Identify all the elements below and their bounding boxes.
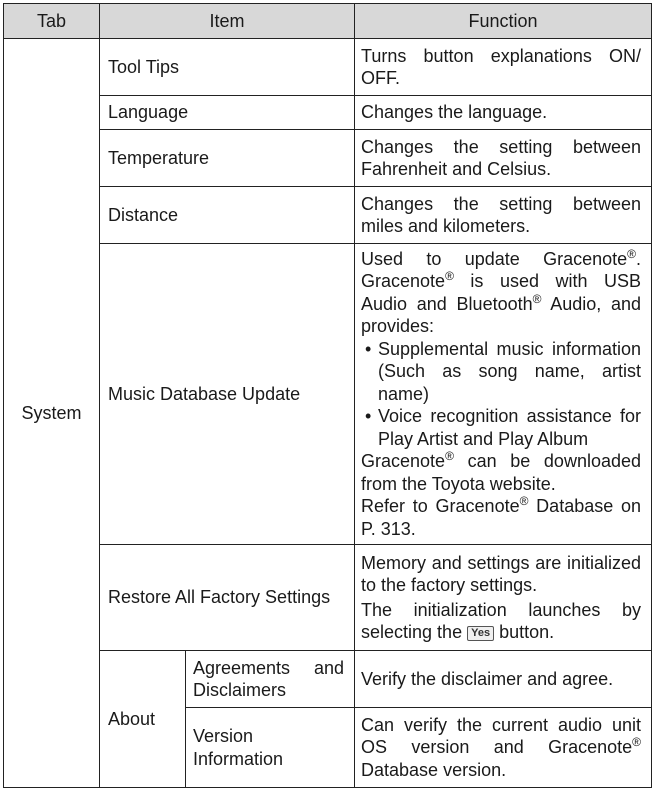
item-distance: Distance [100,187,355,244]
item-version-information: Version Information [186,708,355,788]
tab-system: System [4,39,100,788]
table-row [4,96,652,130]
music-db-text-1: Used to update Gracenote®. Gracenote® is used with USB Audio and Bluetooth® Audio, and provides: [361,246,642,337]
item-temperature: Temperature [100,130,355,187]
list-item: • Supplemental music information (Such as song name, artist name) [365,338,642,404]
restore-text-1: Memory and settings are initialized to the factory settings. [361,552,642,595]
item-language: Language [100,96,355,130]
function-restore-factory-settings [355,545,652,651]
item-restore-factory-settings: Restore All Factory Settings [100,545,355,651]
table-row [4,244,652,545]
settings-table [3,3,652,788]
header-tab: Tab [4,4,100,39]
table-row [4,130,652,187]
table-row [4,545,652,651]
yes-button-icon: Yes [467,626,494,641]
list-item: • Voice recognition assistance for Play Artist and Play Album [365,406,642,449]
function-music-database-update [355,244,652,545]
function-distance: Changes the setting between miles and kilometers. [355,187,652,244]
item-tool-tips: Tool Tips [100,39,355,96]
header-function: Function [355,4,652,39]
header-row [4,4,652,39]
table-row [4,39,652,96]
item-about: About [100,651,186,788]
music-db-text-3: Refer to Gracenote® Database on P. 313. [361,494,642,539]
function-temperature: Changes the setting between Fahrenheit and Celsius. [355,130,652,187]
header-item: Item [100,4,355,39]
table-row [4,651,652,708]
restore-text-2: The initialization launches by selecting the Yes button. [361,599,642,642]
function-agreements-disclaimers: Verify the disclaimer and agree. [355,651,652,708]
function-language: Changes the language. [355,96,652,130]
function-tool-tips: Turns button explanations ON/ OFF. [355,39,652,96]
item-music-database-update: Music Database Update [100,244,355,545]
music-db-text-2: Gracenote® can be downloaded from the Toyota website. [361,449,642,494]
table-row [4,187,652,244]
item-agreements-disclaimers: Agreements and Disclaimers [186,651,355,708]
function-version-information: Can verify the current audio unit OS version and Gracenote® Database version. [355,708,652,788]
